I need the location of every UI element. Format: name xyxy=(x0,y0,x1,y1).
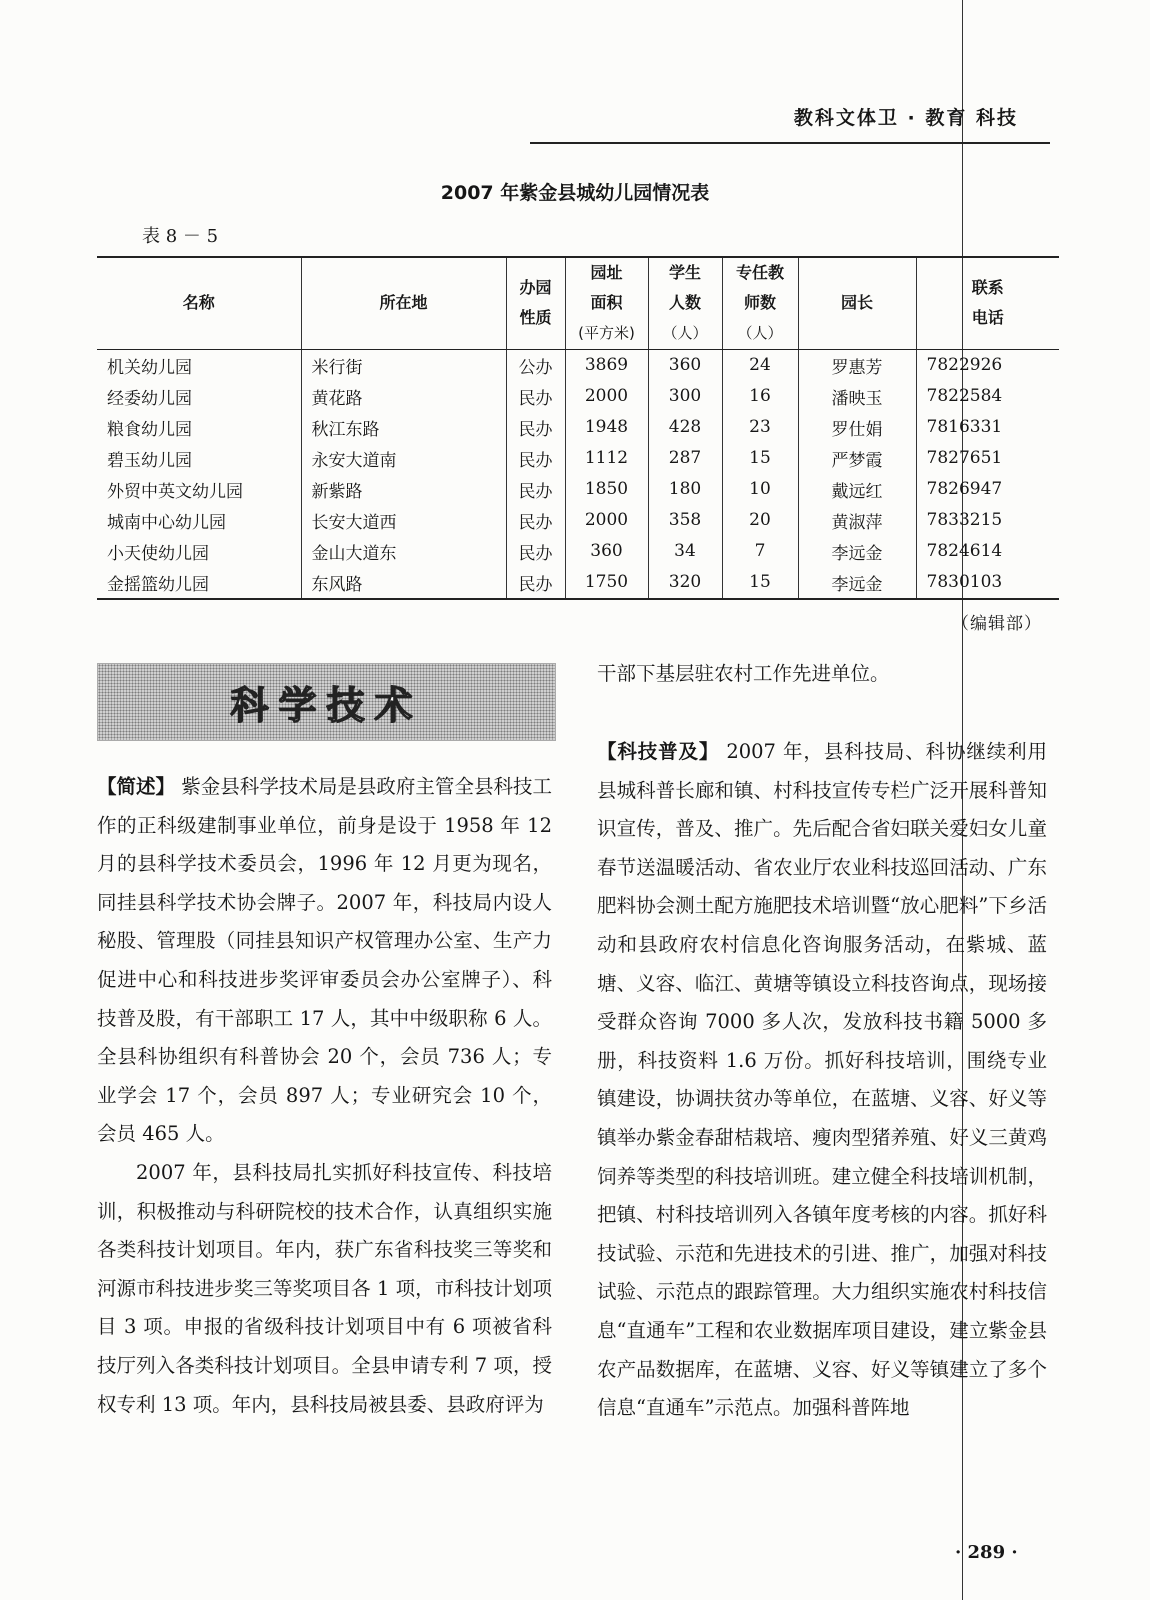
overview-text: 紫金县科学技术局是县政府主管全县科技工作的正科级建制事业单位，前身是设于 1958 年 12 月的县科学技术委员会，1996 年 12 月更为现名，同挂县科学技术协会牌子。2007 年，科技局内设人秘股、管理股（同挂县知识产权管理办公室、生产力促进中心和科技进步奖评审委员会办公室牌子）、科技普及股，有干部职工 17 人，其中中级职称 6 人。全县科协组织有科普协会 20 个，会员 736 人；专业学会 17 个，会员 897 人；专业研究会 10 个，会员 465 人。 xyxy=(97,775,552,1146)
cell-location: 永安大道南 xyxy=(301,443,506,474)
table-row xyxy=(97,474,1059,505)
table-header-row xyxy=(97,257,1059,349)
header-principal: 园长 xyxy=(798,257,916,349)
table-source-note: （编辑部） xyxy=(952,614,1042,634)
table-row xyxy=(97,443,1059,474)
table-row xyxy=(97,412,1059,443)
cell-area: 1948 xyxy=(565,412,648,443)
header-location: 所在地 xyxy=(301,257,506,349)
cell-name: 金摇篮幼儿园 xyxy=(97,567,301,599)
cell-area: 3869 xyxy=(565,349,648,381)
popularization-paragraph xyxy=(597,733,1047,1428)
table-row xyxy=(97,536,1059,567)
cell-name: 经委幼儿园 xyxy=(107,388,192,409)
cell-principal: 李远金 xyxy=(798,536,916,567)
cell-students: 180 xyxy=(648,474,722,505)
table-row xyxy=(97,505,1059,536)
cell-phone: 7822926 xyxy=(916,349,1059,381)
cell-teachers: 10 xyxy=(722,474,798,505)
kindergarten-table xyxy=(97,256,1059,600)
overview-label: 【简述】 xyxy=(97,775,176,798)
cell-type: 民办 xyxy=(506,505,565,536)
cell-principal: 戴远红 xyxy=(798,474,916,505)
cell-type: 民办 xyxy=(506,536,565,567)
header-teachers: 专任教 师数 （人） xyxy=(722,257,798,349)
cell-phone: 7833215 xyxy=(916,505,1059,536)
cell-name: 碧玉幼儿园 xyxy=(107,450,192,471)
cell-location: 新紫路 xyxy=(301,474,506,505)
cell-phone: 7824614 xyxy=(916,536,1059,567)
cell-name: 小天使幼儿园 xyxy=(107,543,209,564)
cell-phone: 7822584 xyxy=(916,381,1059,412)
cell-students: 287 xyxy=(648,443,722,474)
cell-location: 东风路 xyxy=(301,567,506,599)
left-column xyxy=(97,768,552,1424)
popularization-label: 【科技普及】 xyxy=(597,740,720,763)
table-row xyxy=(97,567,1059,599)
cell-area: 1750 xyxy=(565,567,648,599)
cell-teachers: 20 xyxy=(722,505,798,536)
cell-students: 34 xyxy=(648,536,722,567)
header-phone: 联系 电话 xyxy=(916,257,1059,349)
cell-students: 428 xyxy=(648,412,722,443)
continued-line: 干部下基层驻农村工作先进单位。 xyxy=(597,662,890,685)
cell-area: 1850 xyxy=(565,474,648,505)
page-number: · 289 · xyxy=(955,1542,1018,1563)
overview-paragraph xyxy=(97,768,552,1154)
header-name: 名称 xyxy=(97,257,301,349)
cell-teachers: 16 xyxy=(722,381,798,412)
cell-type: 民办 xyxy=(506,567,565,599)
cell-area: 360 xyxy=(565,536,648,567)
cell-students: 300 xyxy=(648,381,722,412)
table-title: 2007 年紫金县城幼儿园情况表 xyxy=(440,182,710,204)
table-row xyxy=(97,381,1059,412)
cell-principal: 罗仕娟 xyxy=(798,412,916,443)
running-header: 教科文体卫 · 教育 科技 xyxy=(793,107,1018,129)
cell-area: 1112 xyxy=(565,443,648,474)
cell-name: 外贸中英文幼儿园 xyxy=(107,481,243,502)
cell-principal: 黄淑萍 xyxy=(798,505,916,536)
cell-area: 2000 xyxy=(565,505,648,536)
section-title: 科学技术 xyxy=(230,683,423,728)
header-type: 办园 性质 xyxy=(506,257,565,349)
table-row xyxy=(97,349,1059,381)
cell-students: 358 xyxy=(648,505,722,536)
cell-type: 民办 xyxy=(506,443,565,474)
cell-name: 城南中心幼儿园 xyxy=(107,512,226,533)
cell-type: 民办 xyxy=(506,474,565,505)
right-column xyxy=(597,733,1047,1428)
cell-principal: 潘映玉 xyxy=(798,381,916,412)
cell-teachers: 7 xyxy=(722,536,798,567)
cell-location: 长安大道西 xyxy=(301,505,506,536)
cell-phone: 7826947 xyxy=(916,474,1059,505)
cell-type: 公办 xyxy=(506,349,565,381)
cell-location: 金山大道东 xyxy=(301,536,506,567)
header-area: 园址 面积 (平方米) xyxy=(565,257,648,349)
popularization-text: 2007 年，县科技局、科协继续利用县城科普长廊和镇、村科技宣传专栏广泛开展科普知识宣传，普及、推广。先后配合省妇联关爱妇女儿童春节送温暖活动、省农业厅农业科技巡回活动、广东肥料协会测土配方施肥技术培训暨“放心肥料”下乡活动和县政府农村信息化咨询服务活动，在紫城、蓝塘、义容、临江、黄塘等镇设立科技咨询点，现场接受群众咨询 7000 多人次，发放科技书籍 5000 多册，科技资料 1.6 万份。抓好科技培训，围绕专业镇建设，协调扶贫办等单位，在蓝塘、义容、好义等镇举办紫金春甜桔栽培、瘦肉型猪养殖、好义三黄鸡饲养等类型的科技培训班。建立健全科技培训机制，把镇、村科技培训列入各镇年度考核的内容。抓好科技试验、示范和先进技术的引进、推广，加强对科技试验、示范点的跟踪管理。大力组织实施农村科技信息“直通车”工程和农业数据库项目建设，建立紫金县农产品数据库，在蓝塘、义容、好义等镇建立了多个信息“直通车”示范点。加强科普阵地 xyxy=(597,740,1047,1420)
cell-phone: 7830103 xyxy=(916,567,1059,599)
cell-location: 黄花路 xyxy=(301,381,506,412)
cell-type: 民办 xyxy=(506,412,565,443)
cell-location: 秋江东路 xyxy=(301,412,506,443)
section-banner xyxy=(97,663,556,741)
cell-area: 2000 xyxy=(565,381,648,412)
header-students: 学生 人数 （人） xyxy=(648,257,722,349)
cell-teachers: 23 xyxy=(722,412,798,443)
cell-students: 320 xyxy=(648,567,722,599)
cell-location: 米行街 xyxy=(301,349,506,381)
cell-phone: 7816331 xyxy=(916,412,1059,443)
header-rule xyxy=(530,142,1050,144)
cell-principal: 严梦霞 xyxy=(798,443,916,474)
cell-name: 粮食幼儿园 xyxy=(107,419,192,440)
cell-phone: 7827651 xyxy=(916,443,1059,474)
cell-type: 民办 xyxy=(506,381,565,412)
cell-students: 360 xyxy=(648,349,722,381)
table-number: 表 8 － 5 xyxy=(142,226,219,247)
cell-teachers: 15 xyxy=(722,567,798,599)
cell-name: 机关幼儿园 xyxy=(107,357,192,378)
cell-principal: 罗惠芳 xyxy=(798,349,916,381)
cell-teachers: 15 xyxy=(722,443,798,474)
achievements-paragraph: 2007 年，县科技局扎实抓好科技宣传、科技培训，积极推动与科研院校的技术合作，认真组织实施各类科技计划项目。年内，获广东省科技奖三等奖和河源市科技进步奖三等奖项目各 1 项，市科技计划项目 3 项。申报的省级科技计划项目中有 6 项被省科技厅列入各类科技计划项目。全县申请专利 7 项，授权专利 13 项。年内，县科技局被县委、县政府评为 xyxy=(97,1160,552,1416)
cell-principal: 李远金 xyxy=(798,567,916,599)
cell-teachers: 24 xyxy=(722,349,798,381)
